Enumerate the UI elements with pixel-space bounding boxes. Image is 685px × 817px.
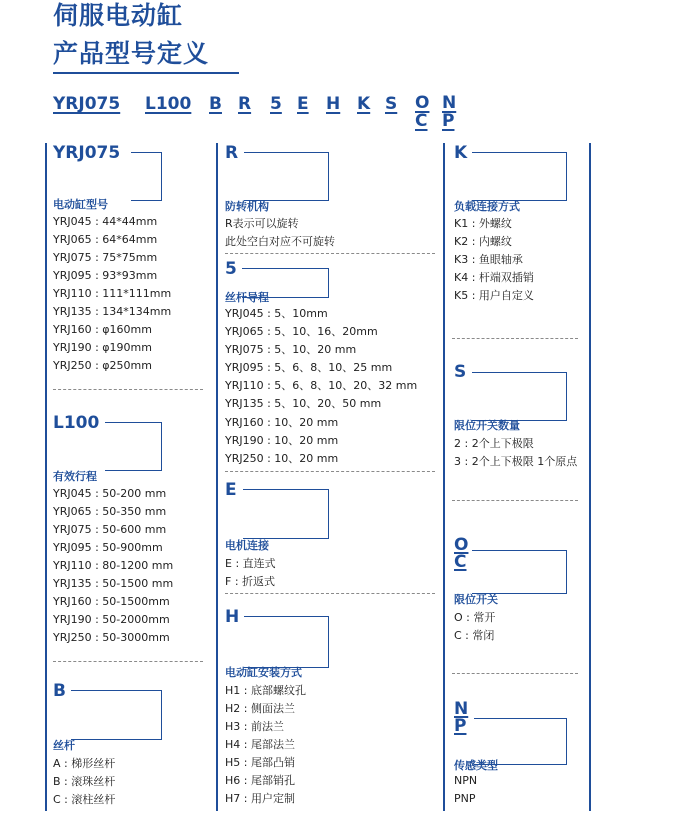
list-item: PNP (454, 792, 476, 805)
list-item: R表示可以旋转 (225, 217, 299, 230)
np-label: 传感类型 (454, 759, 498, 772)
l100-code: L100 (53, 413, 100, 433)
list-item: H3 : 前法兰 (225, 720, 284, 733)
list-item: H4 : 尾部法兰 (225, 738, 295, 751)
list-item: YRJ065 : 5、10、16、20mm (225, 325, 378, 338)
list-item: C : 滚柱丝杆 (53, 793, 116, 806)
list-item: YRJ045 : 5、10mm (225, 307, 328, 320)
list-item: YRJ160 : φ160mm (53, 323, 152, 336)
list-item: K4 : 杆端双插销 (454, 271, 534, 284)
oc-bracket (472, 550, 567, 594)
list-item: YRJ190 : 50-2000mm (53, 613, 170, 626)
list-item: YRJ250 : φ250mm (53, 359, 152, 372)
e-code: E (225, 480, 237, 500)
r-label: 防转机构 (225, 200, 269, 213)
code-segment-5: 5 (270, 94, 282, 114)
code-segment-l: L100 (145, 94, 192, 114)
column-line-4 (589, 143, 591, 811)
code-segment-oc: O C (415, 93, 430, 131)
list-item: YRJ095 : 93*93mm (53, 269, 158, 282)
code-segment-e: E (297, 94, 309, 114)
list-item: YRJ110 : 111*111mm (53, 287, 172, 300)
five-code: 5 (225, 259, 237, 279)
b-code: B (53, 681, 66, 701)
code-segment-r: R (238, 94, 252, 114)
list-item: K3 : 鱼眼轴承 (454, 253, 523, 266)
list-item: YRJ135 : 50-1500 mm (53, 577, 174, 590)
list-item: YRJ135 : 134*134mm (53, 305, 172, 318)
list-item: YRJ045 : 50-200 mm (53, 487, 167, 500)
h-bracket (244, 616, 329, 668)
list-item: H6 : 尾部销孔 (225, 774, 295, 787)
k-label: 负载连接方式 (454, 200, 520, 213)
list-item: A : 梯形丝杆 (53, 757, 116, 770)
list-item: K2 : 内螺纹 (454, 235, 512, 248)
b-bracket (71, 690, 162, 740)
list-item: YRJ075 : 75*75mm (53, 251, 158, 264)
list-item: YRJ075 : 50-600 mm (53, 523, 167, 536)
five-label: 丝杆导程 (225, 291, 269, 304)
h-code: H (225, 607, 240, 627)
list-item: YRJ250 : 10、20 mm (225, 452, 339, 465)
list-item: H2 : 侧面法兰 (225, 702, 295, 715)
list-item: YRJ095 : 5、6、8、10、25 mm (225, 361, 393, 374)
code-segment-np: N P (442, 93, 457, 131)
list-item: YRJ110 : 80-1200 mm (53, 559, 174, 572)
list-item: K5 : 用户自定义 (454, 289, 534, 302)
divider (225, 471, 435, 472)
list-item: H5 : 尾部凸销 (225, 756, 295, 769)
list-item: NPN (454, 774, 478, 787)
list-item: 2 : 2个上下极限 (454, 437, 534, 450)
list-item: YRJ095 : 50-900mm (53, 541, 163, 554)
list-item: YRJ160 : 10、20 mm (225, 416, 339, 429)
divider (53, 389, 203, 390)
code-segment-s: S (385, 94, 398, 114)
list-item: C : 常闭 (454, 629, 495, 642)
list-item: H1 : 底部螺纹孔 (225, 684, 306, 697)
page-subtitle: 产品型号定义 (53, 39, 210, 68)
list-item: YRJ190 : φ190mm (53, 341, 152, 354)
l100-label: 有效行程 (53, 470, 97, 483)
list-item: B : 滚珠丝杆 (53, 775, 116, 788)
e-bracket (243, 489, 329, 539)
page-title: 伺服电动缸 (53, 1, 184, 30)
divider (225, 253, 435, 254)
column-line-2 (216, 143, 218, 811)
list-item: F : 折返式 (225, 575, 276, 588)
list-item: YRJ065 : 64*64mm (53, 233, 158, 246)
list-item: YRJ065 : 50-350 mm (53, 505, 167, 518)
divider (53, 661, 203, 662)
list-item: H7 : 用户定制 (225, 792, 295, 805)
list-item: 3 : 2个上下极限 1个原点 (454, 455, 578, 468)
code-segment-yrj: YRJ075 (53, 94, 121, 114)
r-bracket (244, 152, 329, 201)
list-item: YRJ075 : 5、10、20 mm (225, 343, 357, 356)
list-item: YRJ110 : 5、6、8、10、20、32 mm (225, 379, 418, 392)
e-label: 电机连接 (225, 539, 269, 552)
b-label: 丝杆 (53, 739, 75, 752)
k-code: K (454, 143, 468, 163)
r-code: R (225, 143, 239, 163)
oc-label: 限位开关 (454, 593, 498, 606)
list-item: YRJ045 : 44*44mm (53, 215, 158, 228)
list-item: E : 直连式 (225, 557, 276, 570)
divider (452, 673, 578, 674)
code-segment-k: K (357, 94, 371, 114)
list-item: O : 常开 (454, 611, 496, 624)
yrj-code: YRJ075 (53, 143, 121, 163)
code-segment-b: B (209, 94, 222, 114)
divider (452, 500, 578, 501)
column-line-1 (45, 143, 47, 811)
np-code: N P (454, 699, 469, 736)
s-code: S (454, 362, 467, 382)
s-bracket (472, 372, 567, 421)
l100-bracket (105, 422, 162, 471)
divider (225, 593, 435, 594)
divider (452, 338, 578, 339)
k-bracket (472, 152, 567, 201)
list-item: K1 : 外螺纹 (454, 217, 512, 230)
list-item: YRJ160 : 50-1500mm (53, 595, 170, 608)
list-item: 此处空白对应不可旋转 (225, 235, 335, 248)
s-label: 限位开关数量 (454, 419, 520, 432)
code-segment-h: H (326, 94, 341, 114)
list-item: YRJ190 : 10、20 mm (225, 434, 339, 447)
h-label: 电动缸安装方式 (225, 666, 302, 679)
title-underline (53, 72, 239, 74)
column-line-3 (443, 143, 445, 811)
list-item: YRJ135 : 5、10、20、50 mm (225, 397, 382, 410)
yrj-label: 电动缸型号 (53, 198, 108, 211)
oc-code: O C (454, 535, 469, 572)
list-item: YRJ250 : 50-3000mm (53, 631, 170, 644)
yrj-bracket (131, 152, 162, 201)
